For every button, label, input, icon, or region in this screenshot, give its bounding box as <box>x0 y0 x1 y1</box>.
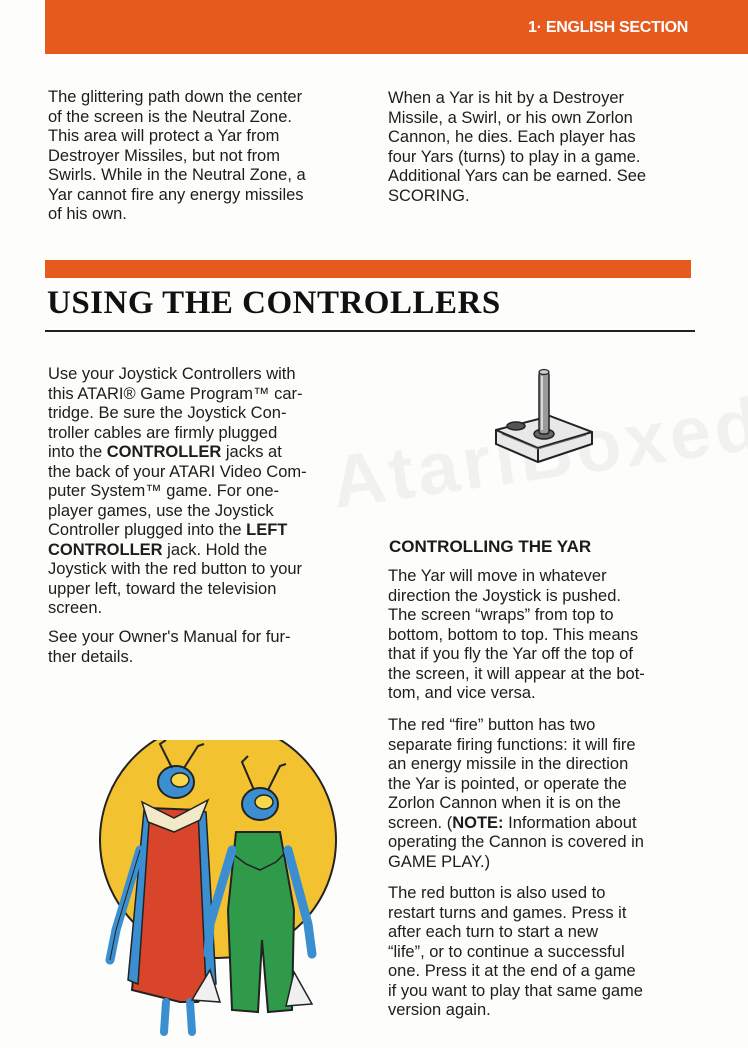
controlling-yar-heading: CONTROLLING THE YAR <box>389 537 592 556</box>
header-bar <box>45 0 748 54</box>
restart-paragraph: The red button is also used to restart turns and games. Press it after each turn to start a new “life”, or to continue a successful one. Press it at the end of a game if you want to play that same game version again. <box>388 884 643 1019</box>
heading-divider <box>45 330 695 332</box>
note-emphasis: NOTE: <box>452 813 504 832</box>
controllers-paragraph <box>48 365 348 619</box>
owners-manual-paragraph: See your Owner's Manual for fur- ther details. <box>48 628 291 666</box>
controller-emphasis: CONTROLLER <box>106 443 222 461</box>
intro-left-paragraph: The glittering path down the center of the screen is the Neutral Zone. This area will protect a Yar from Destroyer Missiles, but not from Swirls. While in the Neutral Zone, a Yar cannot fire any energy missiles of his own. <box>48 88 306 223</box>
text-run: jacks at the back of your ATARI Video Com- puter System™ game. For one- player games, use the Joystick Controller plugged into the <box>48 443 307 539</box>
text-run: The red “fire” button has two separate firing functions: it will fire an energy missile in the direction the Yar is pointed, or operate the Zorlon Cannon when it is on the screen. ( <box>388 716 636 832</box>
heading-accent-bar <box>45 260 691 278</box>
left-controller-emphasis: LEFT CONTROLLER <box>48 521 288 559</box>
text-run: Use your Joystick Controllers with this ATARI® Game Program™ car- tridge. Be sure the Joystick Con- troller cables are firmly plugged into the <box>48 365 303 461</box>
fire-button-paragraph <box>388 716 688 872</box>
intro-right-paragraph: When a Yar is hit by a Destroyer Missile, a Swirl, or his own Zorlon Cannon, he dies. Each player has four Yars (turns) to play in a game. Additional Yars can be earned. See SCORING. <box>388 89 647 205</box>
text-run: Information about operating the Cannon is covered in GAME PLAY.) <box>388 813 644 871</box>
page-title: USING THE CONTROLLERS <box>47 285 501 321</box>
joystick-icon <box>488 360 598 470</box>
section-label: 1· ENGLISH SECTION <box>528 19 688 36</box>
yar-aliens-illustration <box>80 740 350 1040</box>
yar-movement-paragraph: The Yar will move in whatever direction the Joystick is pushed. The screen “wraps” from top to bottom, bottom to top. This means that if you fly the Yar off the top of the screen, it will appear at the bot- tom, and vice versa. <box>388 567 645 702</box>
text-run: jack. Hold the Joystick with the red button to your upper left, toward the television screen. <box>48 540 303 617</box>
